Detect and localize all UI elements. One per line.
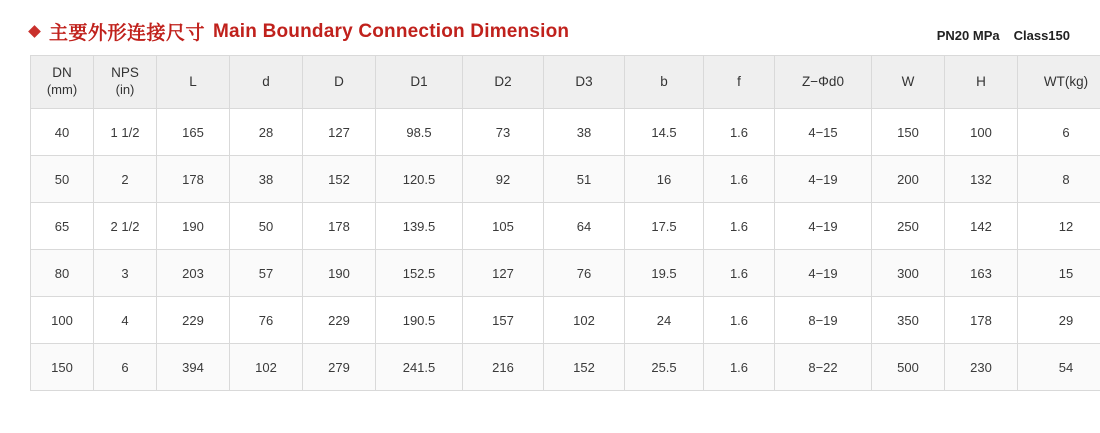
- cell-nps: 3: [94, 250, 157, 297]
- cell-d: 152: [303, 156, 376, 203]
- column-header-unit: (mm): [46, 82, 78, 98]
- cell-d2: 73: [463, 109, 544, 156]
- cell-z-phi-d0: 4−15: [775, 109, 872, 156]
- table-row: [31, 297, 1100, 344]
- cell-wt: 8: [1018, 156, 1100, 203]
- column-header-d3: D3: [544, 56, 625, 109]
- cell-z-phi-d0: 4−19: [775, 203, 872, 250]
- cell-nps: 2: [94, 156, 157, 203]
- cell-d-small: 38: [230, 156, 303, 203]
- cell-d: 229: [303, 297, 376, 344]
- cell-z-phi-d0: 4−19: [775, 156, 872, 203]
- cell-nps: 1 1/2: [94, 109, 157, 156]
- rating-pn: PN20 MPa: [936, 28, 1000, 43]
- cell-dn: 100: [31, 297, 94, 344]
- cell-d: 190: [303, 250, 376, 297]
- cell-d3: 76: [544, 250, 625, 297]
- column-header-z-phi-d0: Z−Φd0: [775, 56, 872, 109]
- cell-l: 165: [157, 109, 230, 156]
- cell-d2: 216: [463, 344, 544, 391]
- cell-dn: 80: [31, 250, 94, 297]
- column-header-d1: D1: [376, 56, 463, 109]
- cell-h: 230: [945, 344, 1018, 391]
- table-row: [31, 109, 1100, 156]
- cell-b: 16: [625, 156, 704, 203]
- cell-d-small: 76: [230, 297, 303, 344]
- cell-h: 100: [945, 109, 1018, 156]
- cell-wt: 6: [1018, 109, 1100, 156]
- cell-w: 150: [872, 109, 945, 156]
- cell-b: 25.5: [625, 344, 704, 391]
- table-row: [31, 203, 1100, 250]
- cell-f: 1.6: [704, 250, 775, 297]
- cell-d-small: 102: [230, 344, 303, 391]
- cell-h: 132: [945, 156, 1018, 203]
- cell-h: 178: [945, 297, 1018, 344]
- cell-dn: 40: [31, 109, 94, 156]
- cell-w: 250: [872, 203, 945, 250]
- column-header-nps: [94, 56, 157, 109]
- cell-dn: 65: [31, 203, 94, 250]
- table-body: [31, 109, 1100, 391]
- cell-d3: 64: [544, 203, 625, 250]
- cell-l: 203: [157, 250, 230, 297]
- cell-d2: 92: [463, 156, 544, 203]
- cell-d: 178: [303, 203, 376, 250]
- column-header-d-small: d: [230, 56, 303, 109]
- cell-nps: 2 1/2: [94, 203, 157, 250]
- cell-dn: 150: [31, 344, 94, 391]
- cell-b: 17.5: [625, 203, 704, 250]
- column-header-unit: (in): [115, 82, 135, 98]
- column-header-label: NPS: [111, 65, 139, 81]
- table-head: [31, 56, 1100, 109]
- cell-h: 142: [945, 203, 1018, 250]
- cell-z-phi-d0: 8−22: [775, 344, 872, 391]
- column-header-label: DN: [52, 65, 72, 81]
- table-row: [31, 156, 1100, 203]
- cell-wt: 54: [1018, 344, 1100, 391]
- cell-l: 178: [157, 156, 230, 203]
- cell-w: 200: [872, 156, 945, 203]
- cell-f: 1.6: [704, 344, 775, 391]
- section-title: [30, 18, 569, 45]
- cell-l: 190: [157, 203, 230, 250]
- cell-d3: 38: [544, 109, 625, 156]
- cell-dn: 50: [31, 156, 94, 203]
- cell-wt: 15: [1018, 250, 1100, 297]
- cell-f: 1.6: [704, 156, 775, 203]
- cell-f: 1.6: [704, 109, 775, 156]
- section-title-cn: 主要外形连接尺寸: [49, 23, 206, 44]
- dimension-table: [30, 55, 1100, 391]
- cell-b: 24: [625, 297, 704, 344]
- cell-w: 350: [872, 297, 945, 344]
- cell-nps: 6: [94, 344, 157, 391]
- cell-d1: 241.5: [376, 344, 463, 391]
- cell-d1: 139.5: [376, 203, 463, 250]
- column-header-d: D: [303, 56, 376, 109]
- pressure-rating-group: [937, 28, 1070, 45]
- cell-f: 1.6: [704, 203, 775, 250]
- rating-class: Class150: [1013, 28, 1070, 43]
- diamond-bullet-icon: [28, 25, 41, 38]
- column-header-l: L: [157, 56, 230, 109]
- cell-d: 279: [303, 344, 376, 391]
- cell-d1: 98.5: [376, 109, 463, 156]
- column-header-f: f: [704, 56, 775, 109]
- cell-d3: 51: [544, 156, 625, 203]
- cell-l: 394: [157, 344, 230, 391]
- cell-z-phi-d0: 4−19: [775, 250, 872, 297]
- column-header-w: W: [872, 56, 945, 109]
- cell-d-small: 57: [230, 250, 303, 297]
- cell-d3: 102: [544, 297, 625, 344]
- cell-f: 1.6: [704, 297, 775, 344]
- cell-d-small: 50: [230, 203, 303, 250]
- column-header-d2: D2: [463, 56, 544, 109]
- cell-h: 163: [945, 250, 1018, 297]
- cell-nps: 4: [94, 297, 157, 344]
- cell-d1: 190.5: [376, 297, 463, 344]
- cell-d3: 152: [544, 344, 625, 391]
- section-header: [30, 18, 1070, 45]
- column-header-b: b: [625, 56, 704, 109]
- cell-d: 127: [303, 109, 376, 156]
- table-row: [31, 344, 1100, 391]
- table-row: [31, 250, 1100, 297]
- cell-b: 14.5: [625, 109, 704, 156]
- cell-d2: 127: [463, 250, 544, 297]
- cell-d-small: 28: [230, 109, 303, 156]
- column-header-h: H: [945, 56, 1018, 109]
- cell-d1: 120.5: [376, 156, 463, 203]
- cell-b: 19.5: [625, 250, 704, 297]
- cell-z-phi-d0: 8−19: [775, 297, 872, 344]
- cell-l: 229: [157, 297, 230, 344]
- cell-w: 500: [872, 344, 945, 391]
- cell-d2: 157: [463, 297, 544, 344]
- cell-w: 300: [872, 250, 945, 297]
- cell-d1: 152.5: [376, 250, 463, 297]
- cell-wt: 29: [1018, 297, 1100, 344]
- cell-d2: 105: [463, 203, 544, 250]
- section-title-en: Main Boundary Connection Dimension: [213, 20, 570, 42]
- column-header-wt: WT(kg): [1018, 56, 1100, 109]
- column-header-dn: [31, 56, 94, 109]
- table-header-row: [31, 56, 1100, 109]
- cell-wt: 12: [1018, 203, 1100, 250]
